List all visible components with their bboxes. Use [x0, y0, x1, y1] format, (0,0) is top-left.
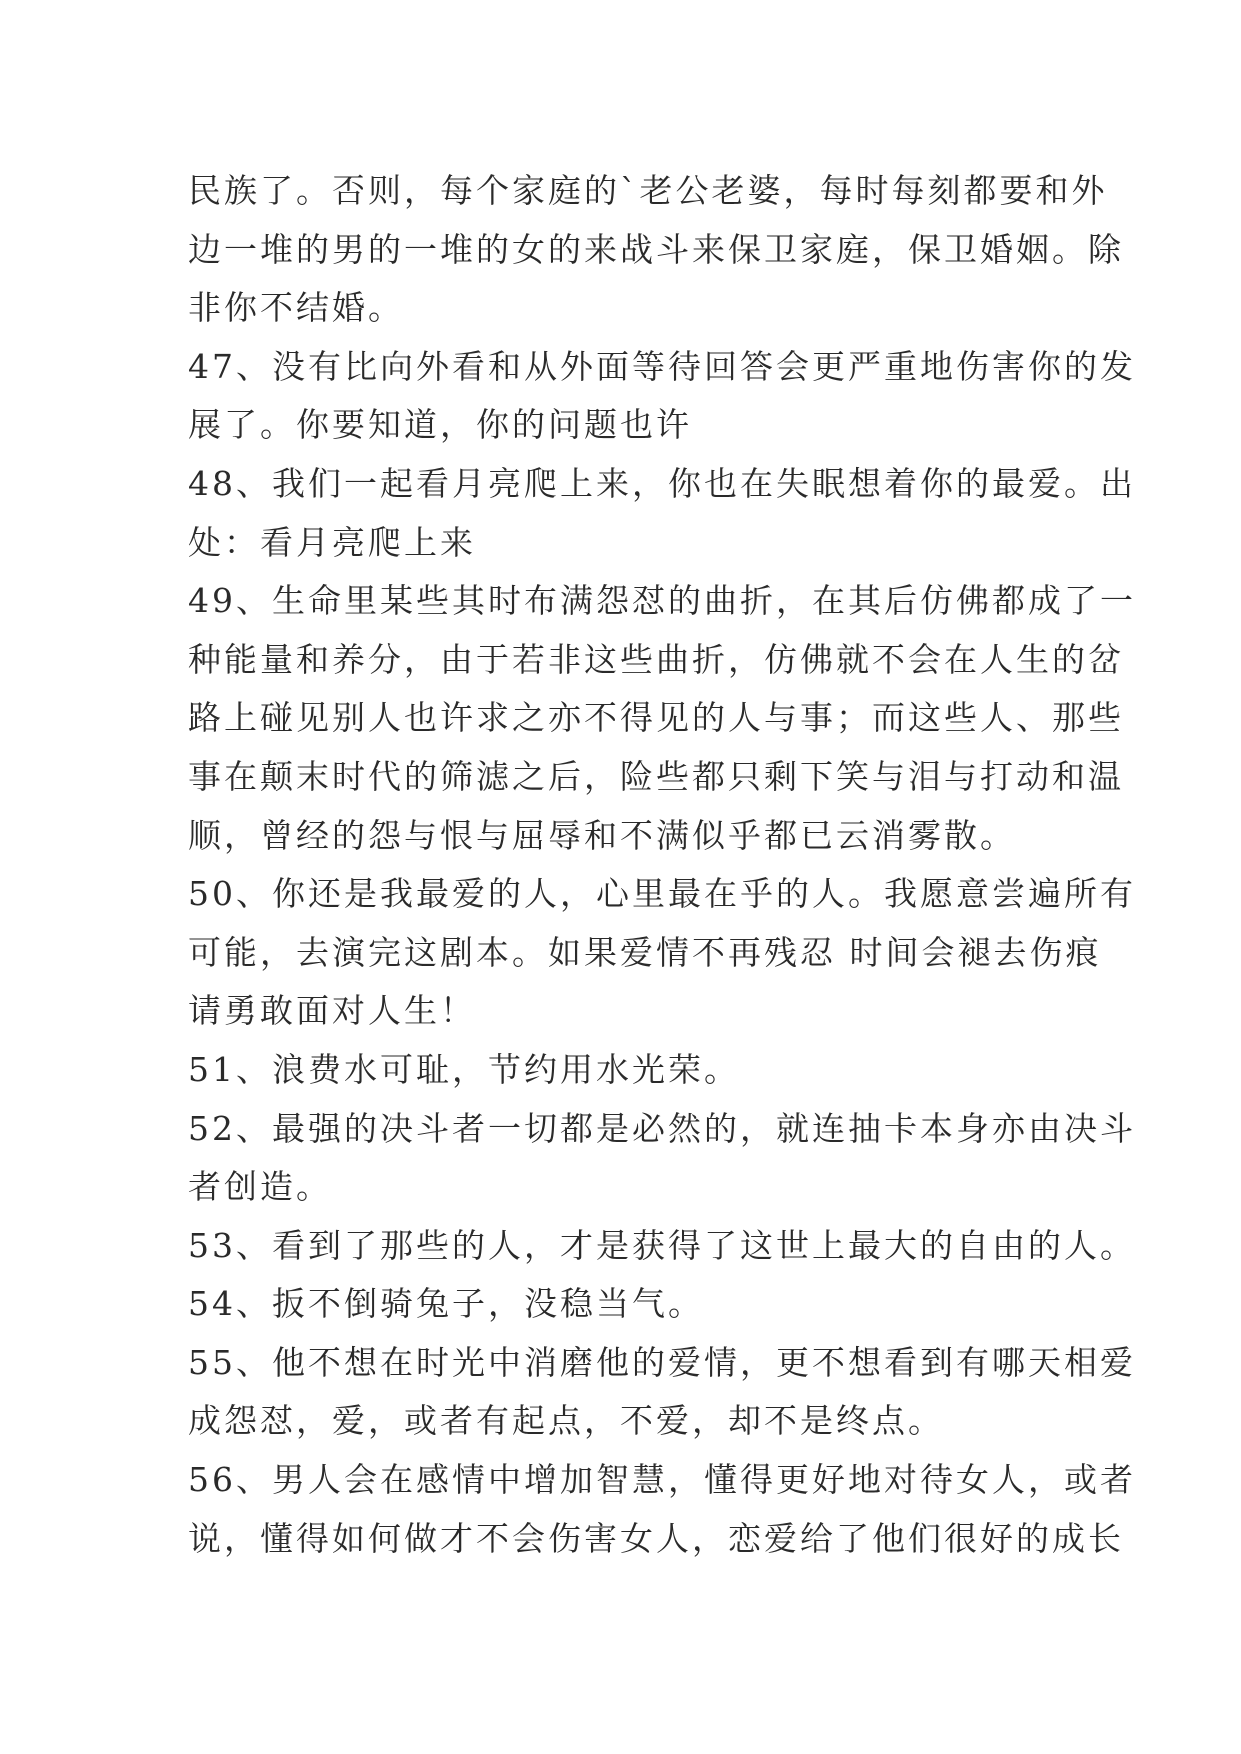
text-line: 49、生命里某些其时布满怨怼的曲折，在其后仿佛都成了一 — [188, 581, 1136, 621]
text-line: 处：看月亮爬上来 — [188, 522, 476, 562]
text-line: 种能量和养分，由于若非这些曲折，仿佛就不会在人生的岔 — [188, 639, 1124, 679]
text-line: 民族了。否则，每个家庭的`老公老婆，每时每刻都要和外 — [188, 171, 1108, 210]
text-line: 请勇敢面对人生！ — [188, 991, 476, 1031]
text-line: 53、看到了那些的人，才是获得了这世上最大的自由的人。 — [188, 1225, 1136, 1265]
text-line: 者创造。 — [188, 1167, 332, 1207]
text-line: 顺，曾经的怨与恨与屈辱和不满似乎都已云消雾散。 — [188, 815, 1016, 855]
text-line: 47、没有比向外看和从外面等待回答会更严重地伤害你的发 — [188, 346, 1136, 386]
text-line: 52、最强的决斗者一切都是必然的，就连抽卡本身亦由决斗 — [188, 1108, 1136, 1148]
document-body — [188, 162, 1136, 1568]
text-line: 55、他不想在时光中消磨他的爱情，更不想看到有哪天相爱 — [188, 1342, 1136, 1382]
text-line: 成怨怼，爱，或者有起点，不爱，却不是终点。 — [188, 1401, 944, 1441]
text-line: 50、你还是我最爱的人，心里最在乎的人。我愿意尝遍所有 — [188, 874, 1136, 914]
text-line: 展了。你要知道，你的问题也许 — [188, 405, 692, 445]
text-line: 可能，去演完这剧本。如果爱情不再残忍 时间会褪去伤痕 — [188, 932, 1102, 972]
text-line: 路上碰见别人也许求之亦不得见的人与事；而这些人、那些 — [188, 698, 1124, 738]
text-line: 56、男人会在感情中增加智慧，懂得更好地对待女人，或者 — [188, 1460, 1136, 1500]
text-line: 54、扳不倒骑兔子，没稳当气。 — [188, 1284, 704, 1324]
text-line: 边一堆的男的一堆的女的来战斗来保卫家庭，保卫婚姻。除 — [188, 229, 1124, 269]
text-line: 事在颠末时代的筛滤之后，险些都只剩下笑与泪与打动和温 — [188, 756, 1124, 796]
text-line: 48、我们一起看月亮爬上来，你也在失眠想着你的最爱。出 — [188, 463, 1136, 503]
text-line: 非你不结婚。 — [188, 288, 404, 328]
text-line: 说，懂得如何做才不会伤害女人，恋爱给了他们很好的成长 — [188, 1518, 1124, 1558]
text-line: 51、浪费水可耻，节约用水光荣。 — [188, 1049, 740, 1089]
